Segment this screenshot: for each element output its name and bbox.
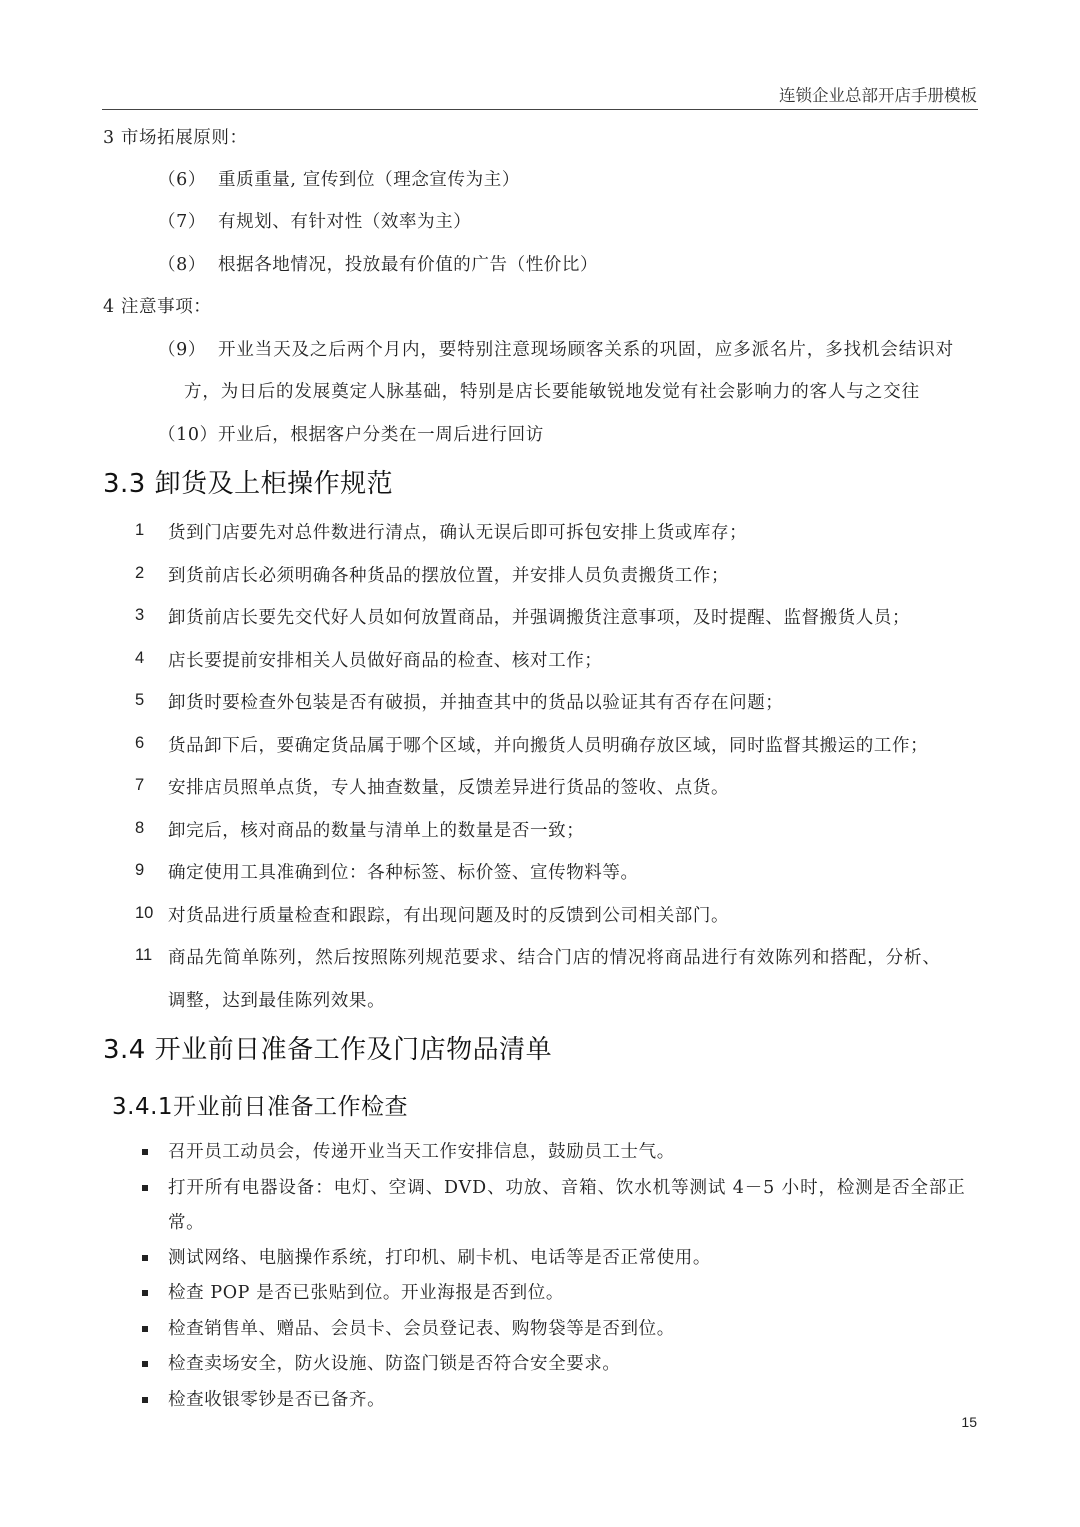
bullet-icon: [142, 1290, 148, 1296]
list-item: 到货前店长必须明确各种货品的摆放位置，并安排人员负责搬货工作；: [168, 566, 730, 586]
bullet-icon: [142, 1149, 148, 1155]
section-3-4-1-title: 3.4.1开业前日准备工作检查: [112, 1094, 409, 1120]
notes-heading: 4 注意事项：: [103, 297, 212, 317]
market-item-text: 重质重量, 宣传到位（理念宣传为主）: [218, 170, 520, 190]
market-item-marker: （8）: [158, 255, 206, 275]
list-number: 7: [135, 776, 145, 794]
list-number: 2: [135, 564, 145, 582]
notes-item-text: 开业当天及之后两个月内，要特别注意现场顾客关系的巩固，应多派名片，多找机会结识对: [218, 340, 954, 360]
checklist-item: 检查卖场安全，防火设施、防盗门锁是否符合安全要求。: [168, 1354, 621, 1374]
list-item: 卸完后，核对商品的数量与清单上的数量是否一致；: [168, 821, 585, 841]
list-item: 货到门店要先对总件数进行清点，确认无误后即可拆包安排上货或库存；: [168, 523, 748, 543]
notes-item-text-continued: 方，为日后的发展奠定人脉基础，特别是店长要能敏锐地发觉有社会影响力的客人与之交往: [184, 382, 920, 402]
list-item: 卸货时要检查外包装是否有破损，并抽查其中的货品以验证其有否存在问题；: [168, 693, 784, 713]
list-item: 卸货前店长要先交代好人员如何放置商品，并强调搬货注意事项，及时提醒、监督搬货人员；: [168, 608, 911, 628]
list-number: 4: [135, 649, 145, 667]
list-number: 6: [135, 734, 145, 752]
list-number: 11: [135, 946, 153, 964]
checklist-item: 检查收银零钞是否已备齐。: [168, 1390, 386, 1410]
bullet-icon: [142, 1185, 148, 1191]
market-item-marker: （6）: [158, 170, 206, 190]
market-item-text: 有规划、有针对性（效率为主）: [218, 212, 472, 232]
section-3-4-title: 3.4 开业前日准备工作及门店物品清单: [103, 1035, 553, 1065]
list-number: 9: [135, 861, 145, 879]
bullet-icon: [142, 1361, 148, 1367]
bullet-icon: [142, 1397, 148, 1403]
list-number: 1: [135, 521, 145, 539]
checklist-item: 打开所有电器设备：电灯、空调、DVD、功放、音箱、饮水机等测试 4－5 小时，检测是否全部正: [168, 1178, 966, 1198]
bullet-icon: [142, 1326, 148, 1332]
checklist-item-continued: 常。: [168, 1213, 205, 1233]
checklist-item: 检查 POP 是否已张贴到位。开业海报是否到位。: [168, 1283, 564, 1303]
header-divider: [102, 109, 978, 110]
checklist-item: 测试网络、电脑操作系统，打印机、刷卡机、电话等是否正常使用。: [168, 1248, 711, 1268]
list-item: 确定使用工具准确到位：各种标签、标价签、宣传物料等。: [168, 863, 639, 883]
list-item: 货品卸下后，要确定货品属于哪个区域，并向搬货人员明确存放区域，同时监督其搬运的工作；: [168, 736, 929, 756]
notes-item-marker: （10）: [158, 425, 218, 445]
page-number: 15: [961, 1414, 977, 1430]
list-item: 店长要提前安排相关人员做好商品的检查、核对工作；: [168, 651, 603, 671]
bullet-icon: [142, 1255, 148, 1261]
checklist-item: 召开员工动员会，传递开业当天工作安排信息，鼓励员工士气。: [168, 1142, 675, 1162]
market-item-text: 根据各地情况，投放最有价值的广告（性价比）: [218, 255, 599, 275]
notes-item-marker: （9）: [158, 340, 206, 360]
list-number: 3: [135, 606, 145, 624]
header-title: 连锁企业总部开店手册模板: [779, 86, 977, 105]
list-item: 商品先简单陈列，然后按照陈列规范要求、结合门店的情况将商品进行有效陈列和搭配，分析、: [168, 948, 941, 968]
list-number: 5: [135, 691, 145, 709]
market-heading: 3 市场拓展原则：: [103, 128, 248, 148]
list-item-continued: 调整，达到最佳陈列效果。: [168, 991, 386, 1011]
list-number: 10: [135, 904, 154, 922]
section-3-3-title: 3.3 卸货及上柜操作规范: [103, 469, 394, 499]
checklist-item: 检查销售单、赠品、会员卡、会员登记表、购物袋等是否到位。: [168, 1319, 675, 1339]
notes-item-text: 开业后，根据客户分类在一周后进行回访: [218, 425, 544, 445]
list-item: 对货品进行质量检查和跟踪，有出现问题及时的反馈到公司相关部门。: [168, 906, 730, 926]
list-number: 8: [135, 819, 145, 837]
list-item: 安排店员照单点货，专人抽查数量，反馈差异进行货品的签收、点货。: [168, 778, 730, 798]
market-item-marker: （7）: [158, 212, 206, 232]
